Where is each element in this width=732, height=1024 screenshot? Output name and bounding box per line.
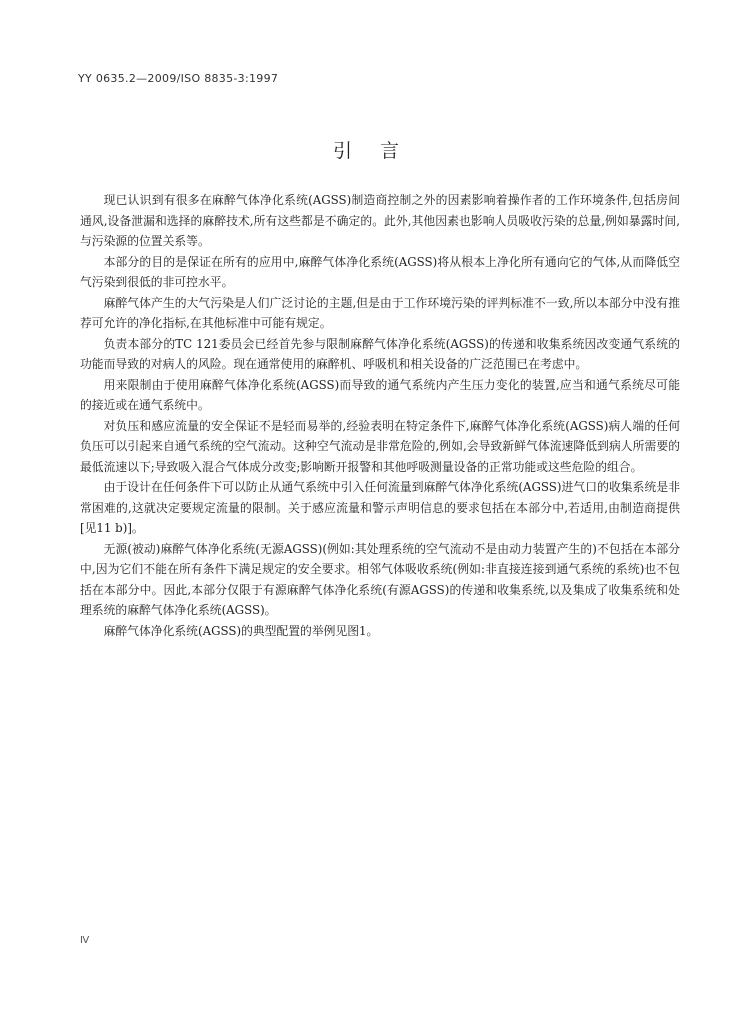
paragraph: 现已认识到有很多在麻醉气体净化系统(AGSS)制造商控制之外的因素影响着操作者的工作环境条件,包括房间通风,设备泄漏和选择的麻醉技术,所有这些都是不确定的。此外,其他因素也影响人员吸收污染的总量,例如暴露时间,与污染源的位置关系等。 xyxy=(80,193,680,248)
body-text xyxy=(80,190,680,641)
paragraph: 本部分的目的是保证在所有的应用中,麻醉气体净化系统(AGSS)将从根本上净化所有通向它的气体,从而降低空气污染到很低的非可控水平。 xyxy=(80,254,680,289)
page-title: 引言 xyxy=(332,140,427,162)
paragraph: 对负压和感应流量的安全保证不是轻而易举的,经验表明在特定条件下,麻醉气体净化系统(AGSS)病人端的任何负压可以引起来自通气系统的空气流动。这种空气流动是非常危险的,例如,会导致新鲜气体流速降低到病人所需要的最低流速以下;导致吸入混合气体成分改变;影响断开报警和其他呼吸测量设备的正常功能或这些危险的组合。 xyxy=(80,418,680,474)
paragraph: 用来限制由于使用麻醉气体净化系统(AGSS)而导致的通气系统内产生压力变化的装置,应当和通气系统尽可能的接近或在通气系统中。 xyxy=(80,377,680,412)
paragraph: 麻醉气体净化系统(AGSS)的典型配置的举例见图1。 xyxy=(103,623,379,638)
paragraph: 负责本部分的TC 121委员会已经首先参与限制麻醉气体净化系统(AGSS)的传递和收集系统因改变通气系统的功能而导致的对病人的风险。现在通常使用的麻醉机、呼吸机和相关设备的广泛范围已在考虑中。 xyxy=(80,336,680,371)
paragraph: 由于设计在任何条件下可以防止从通气系统中引入任何流量到麻醉气体净化系统(AGSS)进气口的收集系统是非常困难的,这就决定要规定流量的限制。关于感应流量和警示声明信息的要求包括在本部分中,若适用,由制造商提供[见11 b)]。 xyxy=(80,480,680,535)
standard-code: YY 0635.2—2009/ISO 8835-3:1997 xyxy=(78,72,279,85)
paragraph: 麻醉气体产生的大气污染是人们广泛讨论的主题,但是由于工作环境污染的评判标准不一致,所以本部分中没有推荐可允许的净化指标,在其他标准中可能有规定。 xyxy=(80,295,680,330)
paragraph: 无源(被动)麻醉气体净化系统(无源AGSS)(例如:其处理系统的空气流动不是由动力装置产生的)不包括在本部分中,因为它们不能在所有条件下满足规定的安全要求。相邻气体吸收系统(例如:非直接连接到通气系统的系统)也不包括在本部分中。因此,本部分仅限于有源麻醉气体净化系统(有源AGSS)的传递和收集系统,以及集成了收集系统和处理系统的麻醉气体净化系统(AGSS)。 xyxy=(80,541,680,617)
page-number: Ⅳ xyxy=(80,935,90,946)
